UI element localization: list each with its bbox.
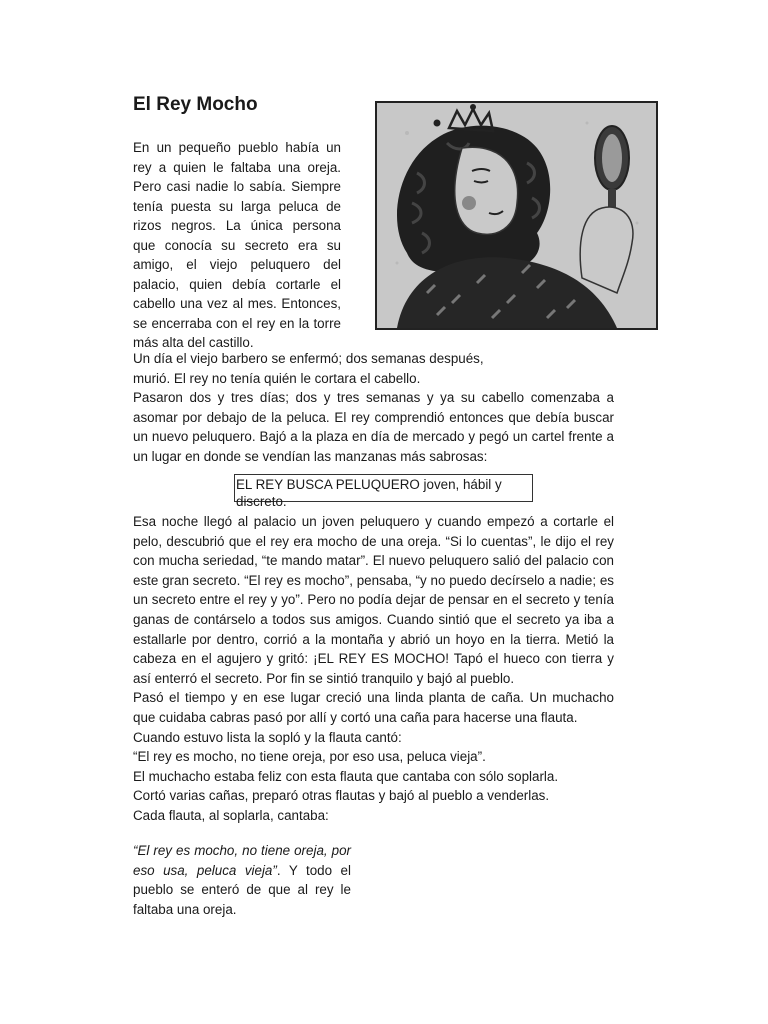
- paragraph: Cuando estuvo lista la sopló y la flauta cantó:: [133, 729, 402, 745]
- ending-paragraph: [133, 841, 351, 919]
- paragraph: Un día el viejo barbero se enfermó; dos semanas después,: [133, 351, 484, 366]
- paragraph: “El rey es mocho, no tiene oreja, por eso usa, peluca vieja”.: [133, 749, 486, 765]
- page-title: El Rey Mocho: [133, 94, 258, 115]
- intro-paragraph: En un pequeño pueblo había un rey a quien le faltaba una oreja. Pero casi nadie lo sabía. Siempre tenía puesta su larga peluca de rizos negros. La única persona que conocía su secreto era su amigo, el viejo peluquero del palacio, quien debía cortarle el cabello una vez al mes. Entonces, se encerraba con el rey en la torre más alta del castillo.: [133, 140, 341, 350]
- paragraph: Pasó el tiempo y en ese lugar creció una linda planta de caña. Un muchacho que cuidaba cabras pasó por allí y cortó una caña para hacerse una flauta.: [133, 690, 614, 725]
- paragraph: Pasaron dos y tres días; dos y tres semanas y ya su cabello comenzaba a asomar por debajo de la peluca. El rey comprendió entonces que debía buscar un nuevo peluquero. Bajó a la plaza en día de mercado y pegó un cartel frente a un lugar en donde se vendían las manzanas más sabrosas:: [133, 390, 614, 464]
- king-with-mirror-image: [377, 103, 656, 328]
- king-illustration: [375, 101, 658, 330]
- notice-box: EL REY BUSCA PELUQUERO joven, hábil y discreto.: [234, 474, 533, 502]
- body-section-1: [133, 349, 614, 467]
- paragraph: Cada flauta, al soplarla, cantaba:: [133, 807, 329, 823]
- ending-text: . Y todo el pueblo se enteró de que al rey le faltaba una oreja.: [133, 862, 351, 917]
- paragraph: murió. El rey no tenía quién le cortara el cabello.: [133, 370, 421, 386]
- paragraph: El muchacho estaba feliz con esta flauta que cantaba con sólo soplarla.: [133, 768, 559, 784]
- body-section-2: [133, 512, 614, 826]
- flute-song-quote: “El rey es mocho, no tiene oreja, por eso usa, peluca vieja”: [133, 843, 351, 878]
- paragraph: Cortó varias cañas, preparó otras flautas y bajó al pueblo a venderlas.: [133, 788, 550, 804]
- paragraph: Esa noche llegó al palacio un joven peluquero y cuando empezó a cortarle el pelo, descubrió que el rey era mocho de una oreja. “Si lo cuentas”, le dijo el rey con mucha seriedad, “te mando matar”. El nuevo peluquero salió del palacio con este gran secreto. “El rey es mocho”, pensaba, “y no puedo decírselo a nadie; es un secreto entre el rey y yo”. Pero no podía dejar de pensar en el secreto y tenía ganas de contárselo a todos sus amigos. Cuando sintió que el secreto ya iba a estallarle por dentro, corrió a la montaña y abrió un hoyo en la tierra. Metió la cabeza en el agujero y gritó: ¡EL REY ES MOCHO! Tapó el hueco con tierra y así enterró el secreto. Por fin se sintió tranquilo y bajó al pueblo.: [133, 514, 614, 686]
